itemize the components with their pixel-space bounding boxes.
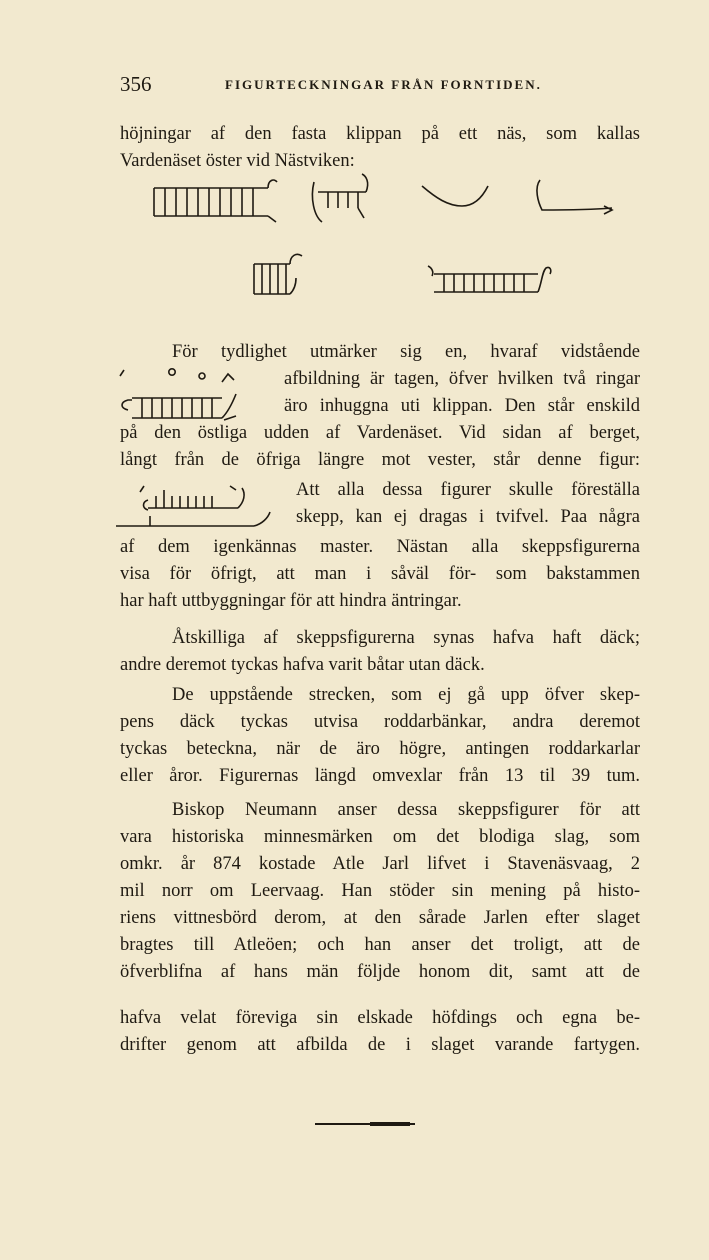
end-rule-thick [370, 1122, 410, 1126]
text-line: andre deremot tyckas hafva varit båtar utan däck. [120, 655, 485, 675]
text-line: vara historiska minnesmärken om det blodiga slag, som [120, 827, 640, 847]
text-line: öfverblifna af hans män följde honom dit, samt att de [120, 962, 640, 982]
text-line: mil norr om Leervaag. Han stöder sin mening på histo- [120, 881, 640, 901]
text-line: eller åror. Figurernas längd omvexlar från 13 til 39 tum. [120, 766, 640, 786]
page-header [120, 70, 640, 100]
text-line: långt från de öfriga längre mot vester, står denne figur: [120, 450, 640, 470]
ship-figure-icon [250, 250, 310, 298]
ship-figure-icon [426, 262, 556, 298]
text-line: äro inhuggna uti klippan. Den står enskild [284, 396, 640, 416]
text-line: på den östliga udden af Vardenäset. Vid sidan af berget, [120, 423, 640, 443]
text-line: Att alla dessa figurer skulle föreställa [296, 480, 640, 500]
ship-figure-icon [112, 478, 282, 536]
text-line: pens däck tyckas utvisa roddarbänkar, andra deremot [120, 712, 640, 732]
text-line: De uppstående strecken, som ej gå upp öfver skep- [172, 685, 640, 705]
text-line: riens vittnesbörd derom, at den sårade Jarlen efter slaget [120, 908, 640, 928]
ship-figure-icon [308, 172, 378, 228]
text-line: Vardenäset öster vid Nästviken: [120, 151, 355, 171]
text-line: höjningar af den fasta klippan på ett näs, som kallas [120, 124, 640, 144]
ship-figure-icon [150, 178, 280, 226]
text-line: Biskop Neumann anser dessa skeppsfigurer för att [172, 800, 640, 820]
ship-figure-with-rings-icon [118, 364, 266, 426]
text-line: skepp, kan ej dragas i tvifvel. Paa några [296, 507, 640, 527]
text-line: har haft uttbyggningar för att hindra äntringar. [120, 591, 462, 611]
text-line: af dem igenkännas master. Nästan alla skeppsfigurerna [120, 537, 640, 557]
ship-figure-icon [418, 178, 492, 218]
ship-figure-icon [532, 176, 616, 220]
text-line: hafva velat föreviga sin elskade höfdings och egna be- [120, 1008, 640, 1028]
running-title: FIGURTECKNINGAR FRÅN FORNTIDEN. [225, 77, 542, 92]
text-line: bragtes till Atleöen; och han anser det troligt, att de [120, 935, 640, 955]
page-number: 356 [120, 72, 152, 96]
text-line: visa för öfrigt, att man i såväl för- som bakstammen [120, 564, 640, 584]
text-line: tyckas beteckna, när de äro högre, antingen roddarkarlar [120, 739, 640, 759]
text-line: afbildning är tagen, öfver hvilken två ringar [284, 369, 640, 389]
text-line: För tydlighet utmärker sig en, hvaraf vidstående [172, 342, 640, 362]
text-line: drifter genom att afbilda de i slaget varande fartygen. [120, 1035, 640, 1055]
text-line: omkr. år 874 kostade Atle Jarl lifvet i Stavenäsvaag, 2 [120, 854, 640, 874]
text-line: Åtskilliga af skeppsfigurerna synas hafva haft däck; [172, 628, 640, 648]
